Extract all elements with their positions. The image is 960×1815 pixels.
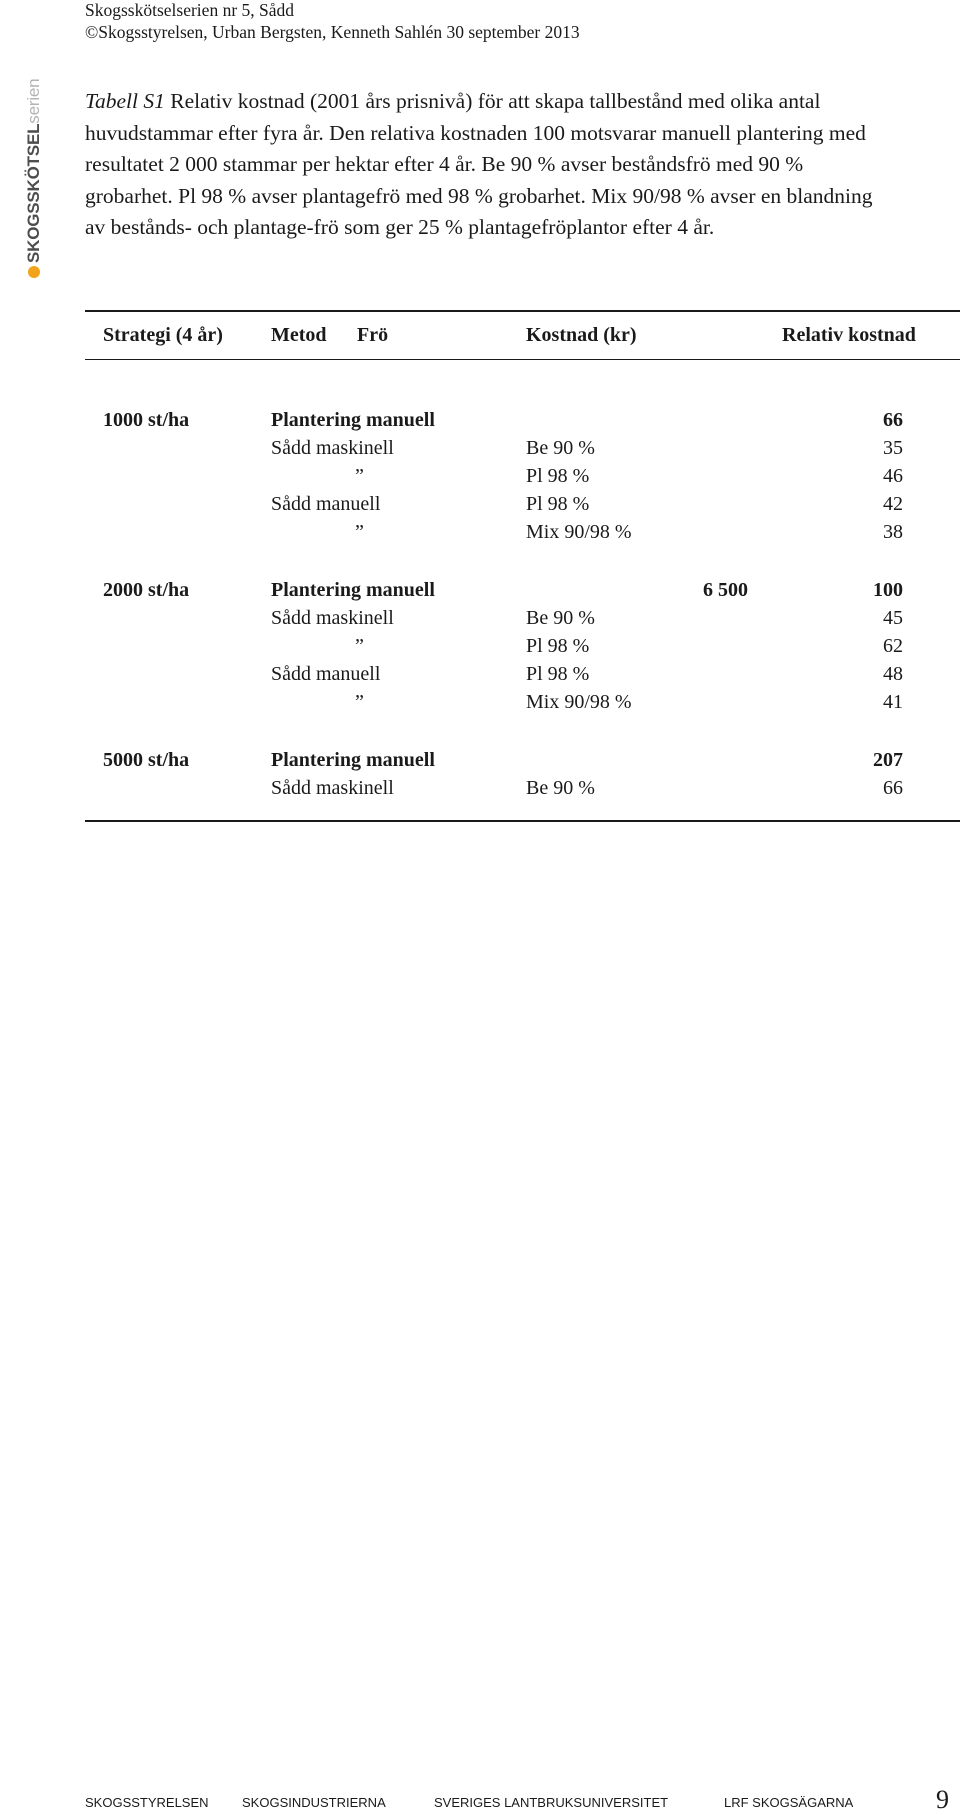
- running-header-series: Skogsskötselserien nr 5, Sådd: [85, 0, 295, 20]
- cell-method: Plantering manuell: [271, 579, 435, 601]
- cell-method: ”: [355, 635, 364, 657]
- cell-relative-cost: 48: [883, 663, 903, 685]
- cell-seed: Pl 98 %: [526, 493, 590, 515]
- cell-strategy: 2000 st/ha: [103, 579, 190, 601]
- cell-method: Sådd manuell: [271, 663, 381, 685]
- col-header-method: Metod: [271, 324, 327, 346]
- cell-seed: Mix 90/98 %: [526, 521, 632, 543]
- cell-method: ”: [355, 465, 364, 487]
- caption-label: Tabell S1: [85, 89, 165, 113]
- cell-relative-cost: 35: [883, 437, 903, 459]
- footer-skogsstyrelsen: SKOGSSTYRELSEN: [85, 1795, 209, 1810]
- footer-lrf-skogsagarna: LRF SKOGSÄGARNA: [724, 1795, 854, 1810]
- cell-relative-cost: 45: [883, 607, 903, 629]
- cell-relative-cost: 100: [873, 579, 903, 601]
- cell-relative-cost: 41: [883, 691, 903, 713]
- cell-seed: Be 90 %: [526, 777, 595, 799]
- cell-relative-cost: 66: [883, 777, 903, 799]
- cell-relative-cost: 207: [873, 749, 903, 771]
- table-bottom-rule: [85, 820, 960, 822]
- cell-method: Sådd maskinell: [271, 437, 394, 459]
- footer-skogsindustrierna: SKOGSINDUSTRIERNA: [242, 1795, 386, 1810]
- cell-strategy: 5000 st/ha: [103, 749, 190, 771]
- cell-method: Sådd maskinell: [271, 777, 394, 799]
- cell-seed: Pl 98 %: [526, 635, 590, 657]
- cell-method: ”: [355, 691, 364, 713]
- logo-sub-text: serien: [24, 78, 43, 124]
- cell-method: ”: [355, 521, 364, 543]
- logo-dot-icon: [28, 266, 40, 278]
- cell-relative-cost: 38: [883, 521, 903, 543]
- col-header-relative-cost: Relativ kostnad: [782, 324, 916, 346]
- logo-main-text: SKOGSSKÖTSEL: [24, 123, 43, 263]
- cell-relative-cost: 66: [883, 409, 903, 431]
- cell-cost: 6 500: [703, 579, 748, 601]
- series-logo: [4, 38, 43, 278]
- cell-strategy: 1000 st/ha: [103, 409, 190, 431]
- cell-method: Plantering manuell: [271, 409, 435, 431]
- caption-text: Relativ kostnad (2001 års prisnivå) för att skapa tallbestånd med olika antal huvudstammar efter fyra år. Den relativa kostnaden 100 motsvarar manuell plantering med resultatet 2 000 stammar per hektar efter 4 år. Be 90 % avser beståndsfrö med 90 % grobarhet. Pl 98 % avser plantagefrö med 98 % grobarhet. Mix 90/98 % avser en blandning av bestånds- och plantage-frö som ger 25 % plantagefröplantor efter 4 år.: [85, 89, 873, 239]
- table-header-rule: [85, 359, 960, 360]
- cell-relative-cost: 46: [883, 465, 903, 487]
- cell-method: Sådd manuell: [271, 493, 381, 515]
- table-top-rule: [85, 310, 960, 312]
- cell-relative-cost: 42: [883, 493, 903, 515]
- cell-method: Plantering manuell: [271, 749, 435, 771]
- cell-relative-cost: 62: [883, 635, 903, 657]
- col-header-cost: Kostnad (kr): [526, 324, 637, 346]
- col-header-seed: Frö: [357, 324, 389, 346]
- table-caption: [85, 86, 885, 244]
- cell-seed: Be 90 %: [526, 607, 595, 629]
- page-number: 9: [936, 1785, 949, 1814]
- footer-slu: SVERIGES LANTBRUKSUNIVERSITET: [434, 1795, 669, 1810]
- col-header-strategy: Strategi (4 år): [103, 324, 223, 346]
- cell-seed: Pl 98 %: [526, 663, 590, 685]
- cell-seed: Pl 98 %: [526, 465, 590, 487]
- cell-seed: Mix 90/98 %: [526, 691, 632, 713]
- running-header-copyright: ©Skogsstyrelsen, Urban Bergsten, Kenneth Sahlén 30 september 2013: [85, 22, 580, 42]
- cell-seed: Be 90 %: [526, 437, 595, 459]
- cell-method: Sådd maskinell: [271, 607, 394, 629]
